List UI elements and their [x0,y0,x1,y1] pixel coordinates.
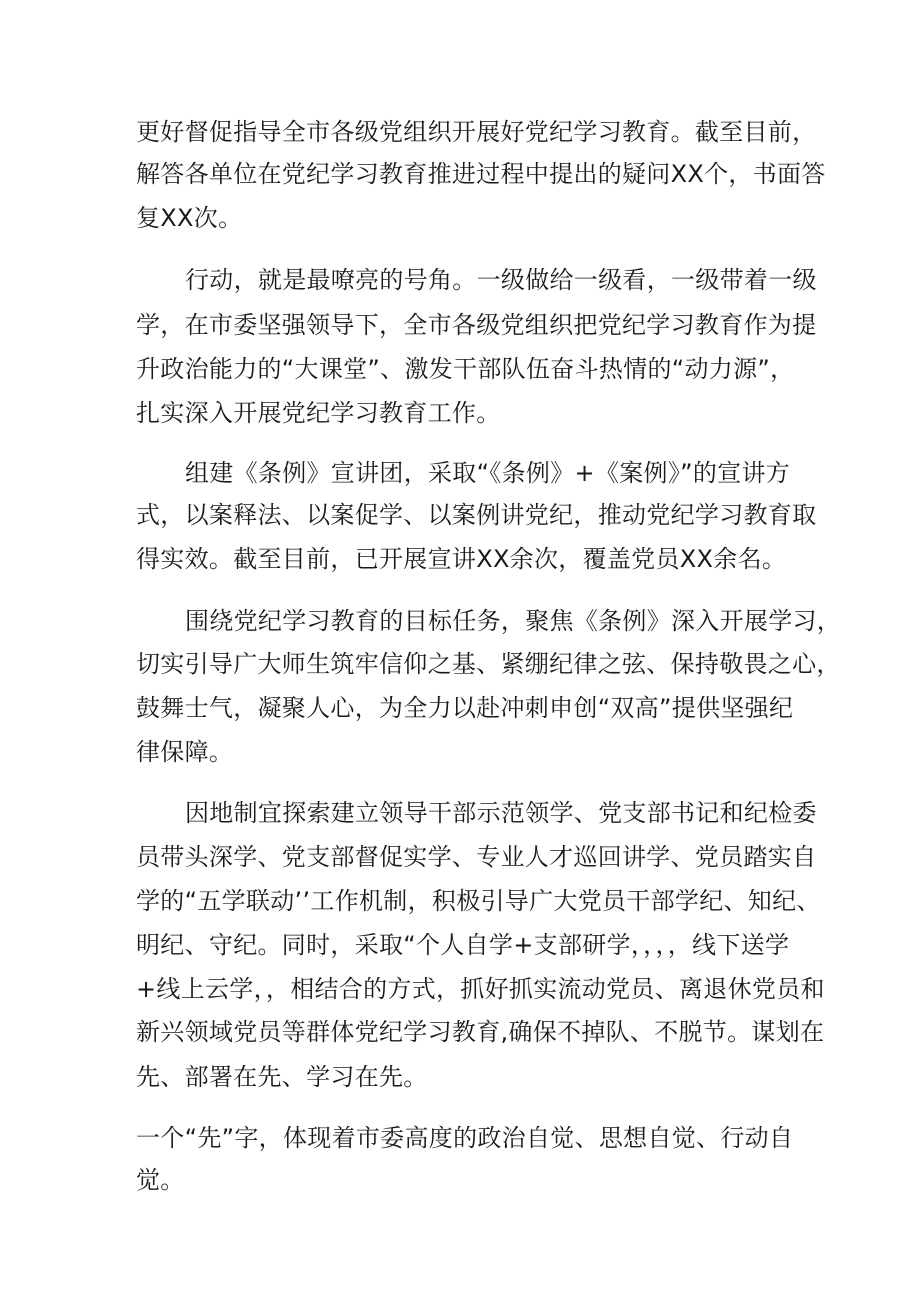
text-line: 学，在市委坚强领导下，全市各级党组织把党纪学习教育作为提 [136,311,817,339]
text-line: 先、部署在先、学习在先。 [136,1063,428,1091]
text-line: 新兴领域党员等群体党纪学习教育,确保不掉队、不脱节。谋划在 [136,1018,825,1046]
text-line: 鼓舞士气，凝聚人心，为全力以赴冲刺申创“双高”提供坚强纪 [136,694,794,722]
text-line: 律保障。 [136,738,234,766]
text-line: 明纪、守纪。同时，采取“个人自学+支部研学，，，，线下送学 [136,931,790,959]
text-line: 复XX次。 [136,204,243,232]
text-line: 式，以案释法、以案促学、以案例讲党纪，推动党纪学习教育取 [136,501,817,529]
text-line: 学的“五学联动’’工作机制，积极引导广大党员干部学纪、知纪、 [136,887,821,915]
text-line: 更好督促指导全市各级党组织开展好党纪学习教育。截至目前， [136,118,817,146]
text-line: 升政治能力的“大课堂”、激发干部队伍奋斗热情的“动力源”， [136,355,795,383]
text-line: 觉。 [136,1166,185,1194]
text-line: 解答各单位在党纪学习教育推进过程中提出的疑问XX个，书面答 [136,160,826,188]
text-line: 员带头深学、党支部督促实学、专业人才巡回讲学、党员踏实自 [136,843,817,871]
text-line: 扎实深入开展党纪学习教育工作。 [136,399,501,427]
text-line: 得实效。截至目前，已开展宣讲XX余次，覆盖党员XX余名。 [136,545,787,573]
text-line: 因地制宜探索建立领导干部示范领学、党支部书记和纪检委 [185,799,817,827]
text-line: +线上云学，，相结合的方式，抓好抓实流动党员、离退休党员和 [136,975,825,1003]
text-line: 一个“先”字，体现着市委高度的政治自觉、思想自觉、行动自 [136,1124,794,1152]
text-line: 围绕党纪学习教育的目标任务，聚焦《条例》深入开展学习， [185,607,842,635]
text-line: 组建《条例》宣讲团，采取“《条例》+《案例》”的宣讲方 [185,459,791,487]
text-line: 行动，就是最嘹亮的号角。一级做给一级看，一级带着一级 [185,266,817,294]
text-line: 切实引导广大师生筑牢信仰之基、紧绷纪律之弦、保持敬畏之心， [136,650,841,678]
